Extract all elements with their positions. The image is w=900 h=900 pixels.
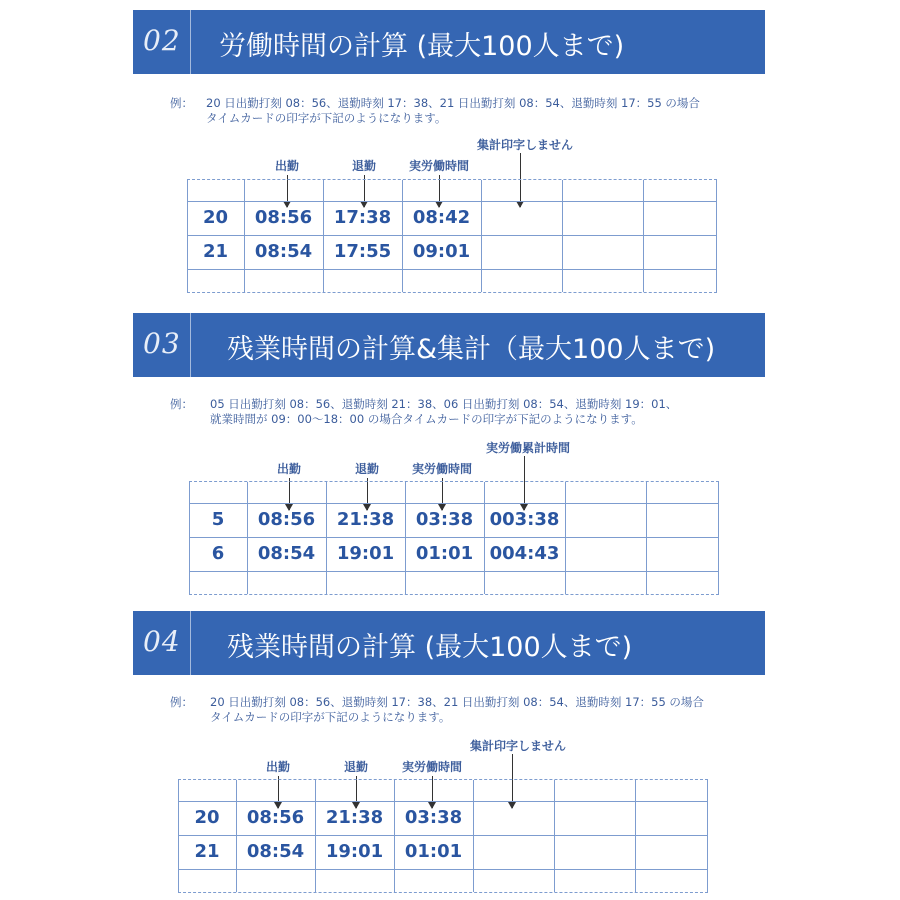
- example-line-1: 05 日出勤打刻 08：56、退勤時刻 21：38、06 日出勤打刻 08：54、退勤時刻 19：01、: [210, 397, 678, 411]
- cell-day: 21: [202, 241, 229, 262]
- example-label: 例：: [170, 96, 193, 110]
- cell-day: 6: [211, 543, 225, 564]
- cell-day: 5: [211, 509, 225, 530]
- header-actual-hours: 実労働時間: [408, 159, 470, 173]
- header-actual-hours: 実労働時間: [411, 462, 473, 476]
- timecard: [178, 779, 708, 893]
- header-clock-in: 出勤: [274, 159, 300, 173]
- cell-cumulative-hours: 003:38: [489, 509, 560, 530]
- col-divider: [635, 780, 636, 892]
- banner-divider: [190, 313, 191, 377]
- example-line-2: タイムカードの印字が下記のようになります。: [210, 710, 451, 724]
- card-right-border: [716, 180, 717, 292]
- cell-day: 21: [194, 841, 220, 862]
- section-number: 04: [143, 625, 181, 658]
- cell-actual-hours: 01:01: [404, 841, 463, 862]
- cell-actual-hours: 08:42: [412, 207, 471, 228]
- col-divider: [562, 180, 563, 292]
- col-divider: [643, 180, 644, 292]
- header-clock-in: 出勤: [265, 760, 291, 774]
- section-02: [0, 10, 900, 300]
- col-divider: [481, 180, 482, 292]
- cell-clock-out: 21:38: [336, 509, 395, 530]
- header-no-total-print: 集計印字しません: [469, 739, 567, 753]
- section-04: [0, 611, 900, 900]
- example-label: 例：: [170, 695, 193, 709]
- cell-cumulative-hours: 004:43: [489, 543, 560, 564]
- cell-clock-out: 19:01: [325, 841, 384, 862]
- section-number: 02: [143, 24, 181, 57]
- banner-divider: [190, 611, 191, 675]
- cell-clock-in: 08:54: [254, 241, 313, 262]
- cell-actual-hours: 03:38: [415, 509, 474, 530]
- cell-actual-hours: 09:01: [412, 241, 471, 262]
- cell-day: 20: [202, 207, 229, 228]
- section-banner: [133, 313, 765, 377]
- header-no-total-print: 集計印字しません: [476, 138, 574, 152]
- cell-clock-out: 17:38: [333, 207, 392, 228]
- card-right-border: [707, 780, 708, 892]
- section-title: 残業時間の計算&集計（最大100人まで): [227, 334, 716, 365]
- cell-clock-out: 21:38: [325, 807, 384, 828]
- card-right-border: [718, 482, 719, 594]
- cell-clock-in: 08:56: [257, 509, 316, 530]
- header-cumulative-hours: 実労働累計時間: [485, 441, 571, 455]
- example-label: 例：: [170, 397, 193, 411]
- cell-actual-hours: 03:38: [404, 807, 463, 828]
- header-clock-out: 退勤: [351, 159, 377, 173]
- row-divider: [178, 869, 708, 870]
- row-divider: [187, 269, 717, 270]
- section-title: 残業時間の計算 (最大100人まで): [227, 632, 633, 663]
- col-divider: [554, 780, 555, 892]
- cell-actual-hours: 01:01: [415, 543, 474, 564]
- cell-clock-in: 08:56: [246, 807, 305, 828]
- cell-clock-out: 17:55: [333, 241, 392, 262]
- section-title: 労働時間の計算 (最大100人まで): [219, 31, 625, 62]
- timecard: [187, 179, 717, 293]
- cell-clock-in: 08:54: [246, 841, 305, 862]
- section-03: [0, 313, 900, 603]
- header-clock-in: 出勤: [276, 462, 302, 476]
- example-line-2: タイムカードの印字が下記のようになります。: [206, 111, 447, 125]
- example-line-1: 20 日出勤打刻 08：56、退勤時刻 17：38、21 日出勤打刻 08：54、退勤時刻 17：55 の場合: [206, 96, 700, 110]
- section-banner: [133, 611, 765, 675]
- cell-clock-in: 08:56: [254, 207, 313, 228]
- row-divider: [189, 571, 719, 572]
- banner-divider: [190, 10, 191, 74]
- example-line-1: 20 日出勤打刻 08：56、退勤時刻 17：38、21 日出勤打刻 08：54、退勤時刻 17：55 の場合: [210, 695, 704, 709]
- timecard: [189, 481, 719, 595]
- section-banner: [133, 10, 765, 74]
- header-clock-out: 退勤: [343, 760, 369, 774]
- col-divider: [565, 482, 566, 594]
- cell-clock-out: 19:01: [336, 543, 395, 564]
- header-actual-hours: 実労働時間: [401, 760, 463, 774]
- cell-clock-in: 08:54: [257, 543, 316, 564]
- col-divider: [473, 780, 474, 892]
- header-clock-out: 退勤: [354, 462, 380, 476]
- example-line-2: 就業時間が 09：00〜18：00 の場合タイムカードの印字が下記のようになります。: [210, 412, 643, 426]
- section-number: 03: [143, 327, 181, 360]
- cell-day: 20: [194, 807, 220, 828]
- col-divider: [646, 482, 647, 594]
